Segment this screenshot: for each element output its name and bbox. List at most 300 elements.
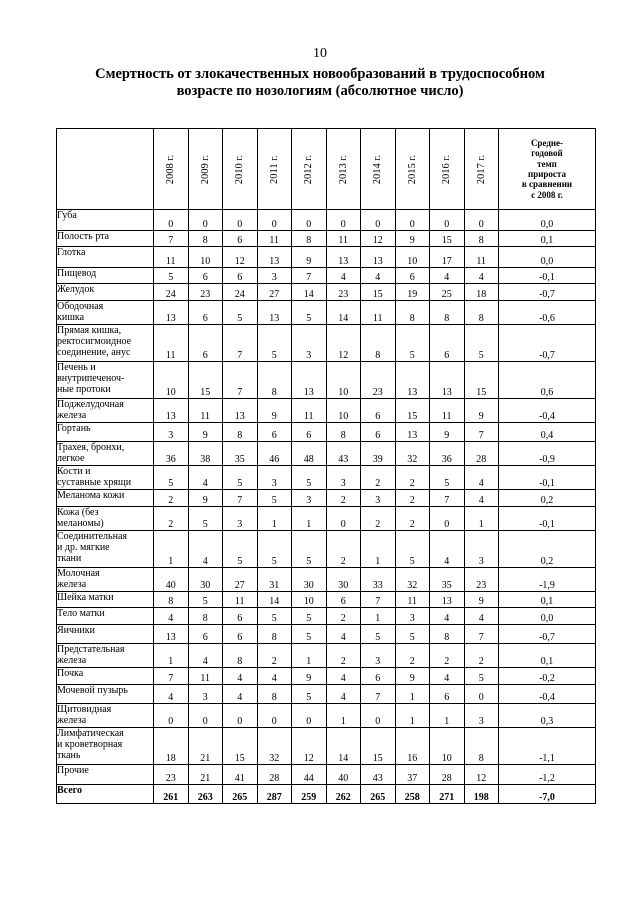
- year-header: [292, 129, 327, 210]
- value-cell: 11: [257, 231, 292, 247]
- site-name-cell: [57, 362, 154, 399]
- site-name-cell: [57, 490, 154, 507]
- value-cell: 0: [223, 210, 258, 231]
- value-cell: 13: [257, 301, 292, 325]
- site-name-line: Губа: [57, 210, 77, 221]
- value-cell: 14: [292, 284, 327, 301]
- value-cell: 4: [257, 668, 292, 685]
- value-cell: 4: [430, 268, 465, 284]
- growth-rate-cell: 0,0: [499, 210, 596, 231]
- value-cell: 8: [257, 685, 292, 704]
- value-cell: 5: [223, 466, 258, 490]
- value-cell: 17: [430, 247, 465, 268]
- value-cell: 0: [326, 210, 361, 231]
- site-name-line: Глотка: [57, 247, 86, 258]
- value-cell: 9: [188, 490, 223, 507]
- site-name-line: железа: [57, 410, 87, 421]
- value-cell: 30: [292, 568, 327, 592]
- value-cell: 0: [188, 210, 223, 231]
- year-label: 2014 г.: [372, 154, 384, 184]
- value-cell: 16: [395, 728, 430, 765]
- value-cell: 4: [464, 466, 499, 490]
- value-cell: 9: [464, 399, 499, 423]
- value-cell: 12: [292, 728, 327, 765]
- value-cell: 15: [361, 284, 396, 301]
- value-cell: 4: [188, 466, 223, 490]
- value-cell: 0: [257, 210, 292, 231]
- site-name-line: Яичники: [57, 625, 95, 636]
- total-value-cell: 265: [223, 785, 258, 804]
- value-cell: 6: [223, 608, 258, 625]
- value-cell: 2: [361, 507, 396, 531]
- value-cell: 1: [361, 608, 396, 625]
- value-cell: 0: [326, 507, 361, 531]
- value-cell: 6: [223, 231, 258, 247]
- value-cell: 10: [292, 592, 327, 608]
- value-cell: 5: [292, 531, 327, 568]
- value-cell: 6: [361, 423, 396, 442]
- value-cell: 8: [326, 423, 361, 442]
- value-cell: 23: [464, 568, 499, 592]
- value-cell: 5: [292, 625, 327, 644]
- site-name-line: и др. мягкие: [57, 542, 110, 553]
- value-cell: 27: [223, 568, 258, 592]
- value-cell: 7: [154, 231, 189, 247]
- value-cell: 6: [223, 268, 258, 284]
- site-name-line: Молочная: [57, 568, 100, 579]
- value-cell: 4: [361, 268, 396, 284]
- value-cell: 2: [326, 608, 361, 625]
- value-cell: 4: [188, 531, 223, 568]
- growth-rate-cell: -0,1: [499, 507, 596, 531]
- value-cell: 5: [223, 531, 258, 568]
- table-body: [57, 210, 596, 804]
- value-cell: 0: [361, 704, 396, 728]
- value-cell: 27: [257, 284, 292, 301]
- value-cell: 11: [430, 399, 465, 423]
- value-cell: 4: [326, 668, 361, 685]
- value-cell: 13: [154, 625, 189, 644]
- value-cell: 21: [188, 728, 223, 765]
- value-cell: 11: [223, 592, 258, 608]
- table-header-row: [57, 129, 596, 210]
- total-value-cell: 259: [292, 785, 327, 804]
- value-cell: 8: [223, 423, 258, 442]
- site-name-cell: [57, 685, 154, 704]
- value-cell: 3: [292, 325, 327, 362]
- value-cell: 0: [188, 704, 223, 728]
- site-name-line: Меланома кожи: [57, 490, 125, 501]
- value-cell: 3: [464, 531, 499, 568]
- value-cell: 0: [154, 210, 189, 231]
- value-cell: 8: [292, 231, 327, 247]
- site-name-cell: [57, 608, 154, 625]
- site-name-line: Соединительная: [57, 531, 127, 542]
- site-name-line: Прочие: [57, 765, 89, 776]
- value-cell: 25: [430, 284, 465, 301]
- growth-rate-cell: -0,2: [499, 668, 596, 685]
- value-cell: 4: [430, 608, 465, 625]
- value-cell: 12: [223, 247, 258, 268]
- value-cell: 10: [430, 728, 465, 765]
- value-cell: 40: [154, 568, 189, 592]
- site-name-line: кишка: [57, 312, 85, 323]
- growth-rate-cell: -1,1: [499, 728, 596, 765]
- value-cell: 8: [257, 625, 292, 644]
- value-cell: 11: [188, 668, 223, 685]
- value-cell: 0: [154, 704, 189, 728]
- value-cell: 30: [326, 568, 361, 592]
- value-cell: 8: [464, 231, 499, 247]
- site-name-line: Пищевод: [57, 268, 97, 279]
- site-name-line: Тело матки: [57, 608, 105, 619]
- growth-rate-cell: 0,6: [499, 362, 596, 399]
- value-cell: 1: [154, 531, 189, 568]
- value-cell: 9: [464, 592, 499, 608]
- value-cell: 0: [395, 210, 430, 231]
- site-name-cell: [57, 592, 154, 608]
- value-cell: 0: [223, 704, 258, 728]
- value-cell: 1: [292, 507, 327, 531]
- value-cell: 8: [188, 231, 223, 247]
- growth-rate-cell: -0,4: [499, 399, 596, 423]
- site-name-cell: [57, 668, 154, 685]
- growth-rate-header-line: Средне-: [530, 137, 564, 148]
- total-growth-rate-cell: -7,0: [499, 785, 596, 804]
- value-cell: 5: [154, 268, 189, 284]
- year-header: [326, 129, 361, 210]
- value-cell: 37: [395, 765, 430, 785]
- value-cell: 0: [257, 704, 292, 728]
- year-label: 2008 г.: [165, 154, 177, 184]
- value-cell: 2: [154, 507, 189, 531]
- table-row: [57, 568, 596, 592]
- value-cell: 4: [430, 531, 465, 568]
- value-cell: 13: [326, 247, 361, 268]
- value-cell: 0: [430, 507, 465, 531]
- value-cell: 28: [430, 765, 465, 785]
- value-cell: 0: [464, 210, 499, 231]
- value-cell: 7: [361, 685, 396, 704]
- value-cell: 6: [361, 668, 396, 685]
- value-cell: 5: [292, 685, 327, 704]
- value-cell: 9: [395, 231, 430, 247]
- value-cell: 13: [395, 362, 430, 399]
- site-name-line: Поджелудочная: [57, 399, 124, 410]
- value-cell: 5: [464, 668, 499, 685]
- value-cell: 11: [395, 592, 430, 608]
- value-cell: 8: [395, 301, 430, 325]
- value-cell: 2: [395, 644, 430, 668]
- value-cell: 3: [188, 685, 223, 704]
- site-name-cell: [57, 728, 154, 765]
- value-cell: 35: [430, 568, 465, 592]
- value-cell: 9: [395, 668, 430, 685]
- total-value-cell: 261: [154, 785, 189, 804]
- value-cell: 12: [326, 325, 361, 362]
- value-cell: 1: [292, 644, 327, 668]
- value-cell: 4: [326, 685, 361, 704]
- year-label: 2015 г.: [406, 154, 418, 184]
- site-name-cell: [57, 423, 154, 442]
- value-cell: 0: [464, 685, 499, 704]
- growth-rate-cell: 0,2: [499, 531, 596, 568]
- year-header: [154, 129, 189, 210]
- value-cell: 12: [464, 765, 499, 785]
- value-cell: 7: [292, 268, 327, 284]
- value-cell: 6: [326, 592, 361, 608]
- value-cell: 8: [430, 301, 465, 325]
- table-row: [57, 490, 596, 507]
- growth-rate-header-line: в сравнении: [521, 179, 573, 190]
- value-cell: 11: [464, 247, 499, 268]
- year-label: 2012 г.: [303, 154, 315, 184]
- site-name-line: Мочевой пузырь: [57, 685, 128, 696]
- site-name-line: ткани: [57, 553, 82, 564]
- value-cell: 24: [154, 284, 189, 301]
- growth-rate-cell: 0,4: [499, 423, 596, 442]
- value-cell: 4: [154, 608, 189, 625]
- value-cell: 5: [292, 608, 327, 625]
- growth-rate-header-line: с 2008 г.: [531, 189, 563, 200]
- value-cell: 33: [361, 568, 396, 592]
- value-cell: 5: [292, 466, 327, 490]
- value-cell: 13: [395, 423, 430, 442]
- site-name-cell: [57, 568, 154, 592]
- value-cell: 8: [223, 644, 258, 668]
- table-row: [57, 531, 596, 568]
- table-row: [57, 423, 596, 442]
- site-name-line: Кожа (без: [57, 507, 99, 518]
- value-cell: 1: [464, 507, 499, 531]
- value-cell: 5: [154, 466, 189, 490]
- value-cell: 35: [223, 442, 258, 466]
- growth-rate-header-line: темп: [537, 158, 557, 169]
- growth-rate-header-line: прироста: [528, 169, 566, 179]
- growth-rate-header: [499, 129, 596, 210]
- total-row: [57, 785, 596, 804]
- table-row: [57, 765, 596, 785]
- value-cell: 5: [188, 507, 223, 531]
- year-header: [395, 129, 430, 210]
- year-label: 2016 г.: [441, 154, 453, 184]
- value-cell: 4: [326, 625, 361, 644]
- year-label: 2017 г.: [475, 154, 487, 184]
- site-name-cell: [57, 325, 154, 362]
- value-cell: 6: [361, 399, 396, 423]
- total-value-cell: 287: [257, 785, 292, 804]
- site-name-line: ректосигмоидное: [57, 336, 132, 347]
- value-cell: 21: [188, 765, 223, 785]
- year-label: 2011 г.: [268, 154, 280, 184]
- value-cell: 13: [154, 301, 189, 325]
- value-cell: 5: [292, 301, 327, 325]
- growth-rate-cell: 0,0: [499, 247, 596, 268]
- value-cell: 7: [430, 490, 465, 507]
- table-row: [57, 644, 596, 668]
- value-cell: 6: [257, 423, 292, 442]
- value-cell: 5: [395, 325, 430, 362]
- value-cell: 0: [430, 210, 465, 231]
- value-cell: 1: [326, 704, 361, 728]
- value-cell: 15: [430, 231, 465, 247]
- value-cell: 6: [223, 625, 258, 644]
- table-row: [57, 301, 596, 325]
- title-line-2: возрасте по нозологиям (абсолютное число): [176, 83, 464, 99]
- value-cell: 1: [430, 704, 465, 728]
- value-cell: 9: [188, 423, 223, 442]
- value-cell: 6: [188, 268, 223, 284]
- site-name-cell: [57, 268, 154, 284]
- value-cell: 4: [223, 685, 258, 704]
- site-name-line: Трахея, бронхи,: [57, 442, 125, 453]
- year-header: [257, 129, 292, 210]
- site-name-line: Щитовидная: [57, 704, 112, 715]
- value-cell: 6: [188, 625, 223, 644]
- site-name-line: Ободочная: [57, 301, 104, 312]
- value-cell: 7: [223, 325, 258, 362]
- year-label: 2009 г.: [199, 154, 211, 184]
- value-cell: 5: [188, 592, 223, 608]
- site-name-line: железа: [57, 579, 87, 590]
- value-cell: 23: [326, 284, 361, 301]
- value-cell: 14: [257, 592, 292, 608]
- site-name-cell: [57, 301, 154, 325]
- growth-rate-cell: -0,9: [499, 442, 596, 466]
- value-cell: 15: [361, 728, 396, 765]
- header-site-cell: [57, 129, 154, 210]
- site-name-line: Почка: [57, 668, 84, 679]
- value-cell: 6: [292, 423, 327, 442]
- mortality-table: [56, 128, 596, 804]
- value-cell: 5: [257, 608, 292, 625]
- value-cell: 3: [464, 704, 499, 728]
- value-cell: 5: [361, 625, 396, 644]
- value-cell: 19: [395, 284, 430, 301]
- value-cell: 10: [395, 247, 430, 268]
- value-cell: 4: [430, 668, 465, 685]
- value-cell: 38: [188, 442, 223, 466]
- growth-rate-cell: -0,6: [499, 301, 596, 325]
- value-cell: 3: [361, 644, 396, 668]
- table-row: [57, 625, 596, 644]
- value-cell: 1: [395, 704, 430, 728]
- value-cell: 7: [464, 625, 499, 644]
- value-cell: 3: [292, 490, 327, 507]
- site-name-line: железа: [57, 715, 87, 726]
- growth-rate-cell: 0,1: [499, 592, 596, 608]
- value-cell: 3: [257, 268, 292, 284]
- table-row: [57, 399, 596, 423]
- value-cell: 13: [430, 362, 465, 399]
- value-cell: 6: [188, 301, 223, 325]
- value-cell: 13: [257, 247, 292, 268]
- table-row: [57, 231, 596, 247]
- value-cell: 6: [430, 685, 465, 704]
- value-cell: 5: [395, 625, 430, 644]
- value-cell: 36: [154, 442, 189, 466]
- value-cell: 5: [257, 531, 292, 568]
- value-cell: 2: [326, 644, 361, 668]
- value-cell: 39: [361, 442, 396, 466]
- value-cell: 0: [292, 210, 327, 231]
- value-cell: 32: [395, 568, 430, 592]
- growth-rate-cell: 0,1: [499, 231, 596, 247]
- site-name-cell: [57, 644, 154, 668]
- value-cell: 11: [326, 231, 361, 247]
- value-cell: 5: [257, 490, 292, 507]
- value-cell: 8: [188, 608, 223, 625]
- value-cell: 43: [326, 442, 361, 466]
- value-cell: 2: [326, 490, 361, 507]
- growth-rate-cell: 0,1: [499, 644, 596, 668]
- value-cell: 31: [257, 568, 292, 592]
- site-name-line: Кости и: [57, 466, 91, 477]
- site-name-cell: [57, 625, 154, 644]
- value-cell: 41: [223, 765, 258, 785]
- value-cell: 15: [464, 362, 499, 399]
- value-cell: 5: [395, 531, 430, 568]
- value-cell: 18: [464, 284, 499, 301]
- value-cell: 8: [464, 301, 499, 325]
- table-row: [57, 704, 596, 728]
- value-cell: 5: [257, 325, 292, 362]
- value-cell: 11: [188, 399, 223, 423]
- growth-rate-cell: 0,2: [499, 490, 596, 507]
- site-name-line: Предстательная: [57, 644, 125, 655]
- growth-rate-header-line: годовой: [531, 148, 563, 159]
- value-cell: 24: [223, 284, 258, 301]
- value-cell: 13: [223, 399, 258, 423]
- site-name-line: ные протоки: [57, 384, 111, 395]
- value-cell: 36: [430, 442, 465, 466]
- value-cell: 3: [257, 466, 292, 490]
- site-name-line: Желудок: [57, 284, 95, 295]
- year-label: 2013 г.: [337, 154, 349, 184]
- value-cell: 7: [223, 490, 258, 507]
- value-cell: 1: [154, 644, 189, 668]
- value-cell: 3: [154, 423, 189, 442]
- value-cell: 13: [292, 362, 327, 399]
- value-cell: 15: [223, 728, 258, 765]
- value-cell: 2: [395, 466, 430, 490]
- value-cell: 2: [464, 644, 499, 668]
- value-cell: 8: [257, 362, 292, 399]
- value-cell: 4: [464, 608, 499, 625]
- year-header: [223, 129, 258, 210]
- site-name-line: железа: [57, 655, 87, 666]
- growth-rate-cell: -0,1: [499, 466, 596, 490]
- site-name-line: легкое: [57, 453, 85, 464]
- site-name-cell: [57, 247, 154, 268]
- value-cell: 28: [257, 765, 292, 785]
- growth-rate-cell: -0,7: [499, 625, 596, 644]
- value-cell: 7: [154, 668, 189, 685]
- value-cell: 1: [395, 685, 430, 704]
- value-cell: 6: [188, 325, 223, 362]
- value-cell: 23: [188, 284, 223, 301]
- year-header: [464, 129, 499, 210]
- value-cell: 44: [292, 765, 327, 785]
- value-cell: 9: [430, 423, 465, 442]
- site-name-cell: [57, 704, 154, 728]
- site-name-cell: [57, 231, 154, 247]
- table-row: [57, 728, 596, 765]
- value-cell: 8: [361, 325, 396, 362]
- growth-rate-cell: 0,3: [499, 704, 596, 728]
- site-name-line: Прямая кишка,: [57, 325, 122, 336]
- value-cell: 9: [257, 399, 292, 423]
